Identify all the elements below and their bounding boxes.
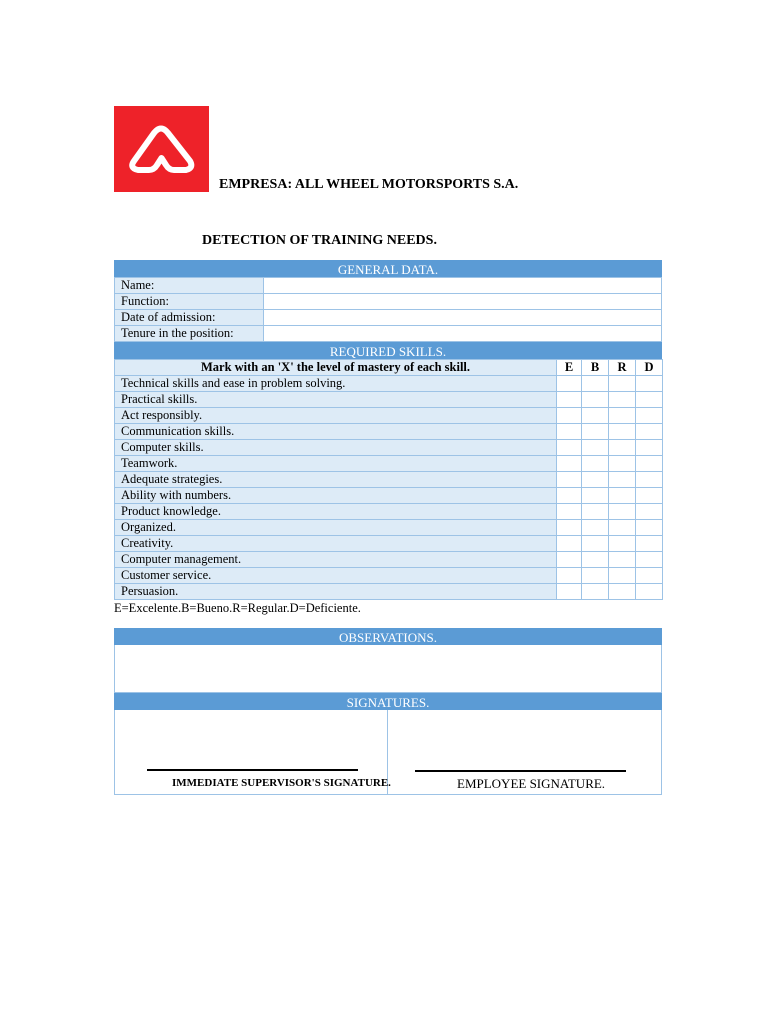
rating-box-d[interactable] bbox=[636, 488, 663, 504]
observations-field[interactable] bbox=[114, 645, 662, 693]
supervisor-signature-line[interactable] bbox=[147, 769, 358, 771]
skills-header-row bbox=[115, 360, 663, 376]
rating-box-e[interactable] bbox=[557, 552, 582, 568]
general-field-input[interactable] bbox=[264, 326, 662, 342]
rating-box-b[interactable] bbox=[582, 488, 609, 504]
skill-label: Practical skills. bbox=[115, 392, 557, 408]
skills-instruction: Mark with an 'X' the level of mastery of each skill. bbox=[115, 360, 557, 376]
signatures-area bbox=[114, 710, 662, 795]
rating-box-e[interactable] bbox=[557, 424, 582, 440]
rating-box-b[interactable] bbox=[582, 568, 609, 584]
rating-box-b[interactable] bbox=[582, 472, 609, 488]
rating-box-d[interactable] bbox=[636, 408, 663, 424]
observations-heading: OBSERVATIONS. bbox=[114, 628, 662, 645]
rating-box-e[interactable] bbox=[557, 536, 582, 552]
general-field-row bbox=[115, 310, 662, 326]
general-data-heading: GENERAL DATA. bbox=[114, 260, 662, 277]
skill-row bbox=[115, 504, 663, 520]
rating-legend: E=Excelente.B=Bueno.R=Regular.D=Deficiente. bbox=[114, 601, 361, 615]
rating-box-e[interactable] bbox=[557, 568, 582, 584]
general-field-row bbox=[115, 294, 662, 310]
company-logo bbox=[114, 106, 209, 192]
rating-box-e[interactable] bbox=[557, 488, 582, 504]
rating-box-d[interactable] bbox=[636, 440, 663, 456]
skill-label: Teamwork. bbox=[115, 456, 557, 472]
rating-box-r[interactable] bbox=[609, 376, 636, 392]
general-field-row bbox=[115, 278, 662, 294]
skill-row bbox=[115, 568, 663, 584]
column-d-header: D bbox=[636, 360, 663, 376]
rating-box-d[interactable] bbox=[636, 424, 663, 440]
rating-box-e[interactable] bbox=[557, 584, 582, 600]
rating-box-d[interactable] bbox=[636, 456, 663, 472]
general-field-row bbox=[115, 326, 662, 342]
rating-box-b[interactable] bbox=[582, 584, 609, 600]
general-data-table bbox=[114, 277, 662, 342]
general-field-label: Tenure in the position: bbox=[115, 326, 264, 342]
skill-row bbox=[115, 408, 663, 424]
rating-box-b[interactable] bbox=[582, 392, 609, 408]
rating-box-d[interactable] bbox=[636, 552, 663, 568]
rating-box-b[interactable] bbox=[582, 552, 609, 568]
rating-box-r[interactable] bbox=[609, 472, 636, 488]
rating-box-b[interactable] bbox=[582, 520, 609, 536]
column-b-header: B bbox=[582, 360, 609, 376]
skill-row bbox=[115, 536, 663, 552]
skill-label: Product knowledge. bbox=[115, 504, 557, 520]
skill-label: Communication skills. bbox=[115, 424, 557, 440]
general-field-input[interactable] bbox=[264, 310, 662, 326]
rating-box-d[interactable] bbox=[636, 568, 663, 584]
employee-signature-label: EMPLOYEE SIGNATURE. bbox=[457, 776, 606, 791]
rating-box-r[interactable] bbox=[609, 536, 636, 552]
skill-label: Ability with numbers. bbox=[115, 488, 557, 504]
skill-label: Technical skills and ease in problem solving. bbox=[115, 376, 557, 392]
general-field-label: Name: bbox=[115, 278, 264, 294]
skill-label: Computer skills. bbox=[115, 440, 557, 456]
rating-box-r[interactable] bbox=[609, 520, 636, 536]
rating-box-d[interactable] bbox=[636, 376, 663, 392]
page-title: DETECTION OF TRAINING NEEDS. bbox=[202, 233, 437, 248]
skill-label: Persuasion. bbox=[115, 584, 557, 600]
rating-box-e[interactable] bbox=[557, 392, 582, 408]
rating-box-e[interactable] bbox=[557, 408, 582, 424]
skill-row bbox=[115, 520, 663, 536]
skill-row bbox=[115, 456, 663, 472]
rating-box-r[interactable] bbox=[609, 568, 636, 584]
rating-box-r[interactable] bbox=[609, 392, 636, 408]
rating-box-e[interactable] bbox=[557, 504, 582, 520]
rating-box-r[interactable] bbox=[609, 552, 636, 568]
rating-box-d[interactable] bbox=[636, 584, 663, 600]
rating-box-r[interactable] bbox=[609, 584, 636, 600]
rating-box-d[interactable] bbox=[636, 392, 663, 408]
rating-box-e[interactable] bbox=[557, 520, 582, 536]
rating-box-d[interactable] bbox=[636, 504, 663, 520]
rating-box-r[interactable] bbox=[609, 504, 636, 520]
skill-label: Act responsibly. bbox=[115, 408, 557, 424]
rating-box-e[interactable] bbox=[557, 456, 582, 472]
skill-row bbox=[115, 472, 663, 488]
rating-box-b[interactable] bbox=[582, 456, 609, 472]
chevron-logo-icon bbox=[114, 106, 209, 192]
company-name: EMPRESA: ALL WHEEL MOTORSPORTS S.A. bbox=[219, 177, 519, 192]
signatures-heading: SIGNATURES. bbox=[114, 693, 662, 710]
column-e-header: E bbox=[557, 360, 582, 376]
skill-row bbox=[115, 424, 663, 440]
general-field-input[interactable] bbox=[264, 294, 662, 310]
skill-row bbox=[115, 552, 663, 568]
skill-label: Organized. bbox=[115, 520, 557, 536]
rating-box-r[interactable] bbox=[609, 440, 636, 456]
skill-row bbox=[115, 488, 663, 504]
supervisor-signature-label: IMMEDIATE SUPERVISOR'S SIGNATURE. bbox=[172, 777, 391, 789]
skill-label: Adequate strategies. bbox=[115, 472, 557, 488]
rating-box-e[interactable] bbox=[557, 376, 582, 392]
rating-box-r[interactable] bbox=[609, 488, 636, 504]
employee-signature-line[interactable] bbox=[415, 770, 626, 772]
training-needs-form bbox=[114, 260, 662, 795]
rating-box-b[interactable] bbox=[582, 504, 609, 520]
rating-box-e[interactable] bbox=[557, 472, 582, 488]
rating-box-b[interactable] bbox=[582, 376, 609, 392]
column-r-header: R bbox=[609, 360, 636, 376]
rating-box-b[interactable] bbox=[582, 424, 609, 440]
skill-label: Creativity. bbox=[115, 536, 557, 552]
skill-row bbox=[115, 392, 663, 408]
rating-box-b[interactable] bbox=[582, 536, 609, 552]
skill-row bbox=[115, 584, 663, 600]
skill-row bbox=[115, 376, 663, 392]
rating-box-e[interactable] bbox=[557, 440, 582, 456]
skills-table bbox=[114, 359, 663, 600]
rating-box-d[interactable] bbox=[636, 472, 663, 488]
general-field-label: Date of admission: bbox=[115, 310, 264, 326]
rating-box-d[interactable] bbox=[636, 536, 663, 552]
rating-box-b[interactable] bbox=[582, 440, 609, 456]
rating-box-r[interactable] bbox=[609, 424, 636, 440]
skill-label: Customer service. bbox=[115, 568, 557, 584]
rating-box-r[interactable] bbox=[609, 456, 636, 472]
required-skills-heading: REQUIRED SKILLS. bbox=[114, 342, 662, 359]
skill-row bbox=[115, 440, 663, 456]
general-field-label: Function: bbox=[115, 294, 264, 310]
rating-box-b[interactable] bbox=[582, 408, 609, 424]
skill-label: Computer management. bbox=[115, 552, 557, 568]
rating-box-r[interactable] bbox=[609, 408, 636, 424]
general-field-input[interactable] bbox=[264, 278, 662, 294]
rating-box-d[interactable] bbox=[636, 520, 663, 536]
